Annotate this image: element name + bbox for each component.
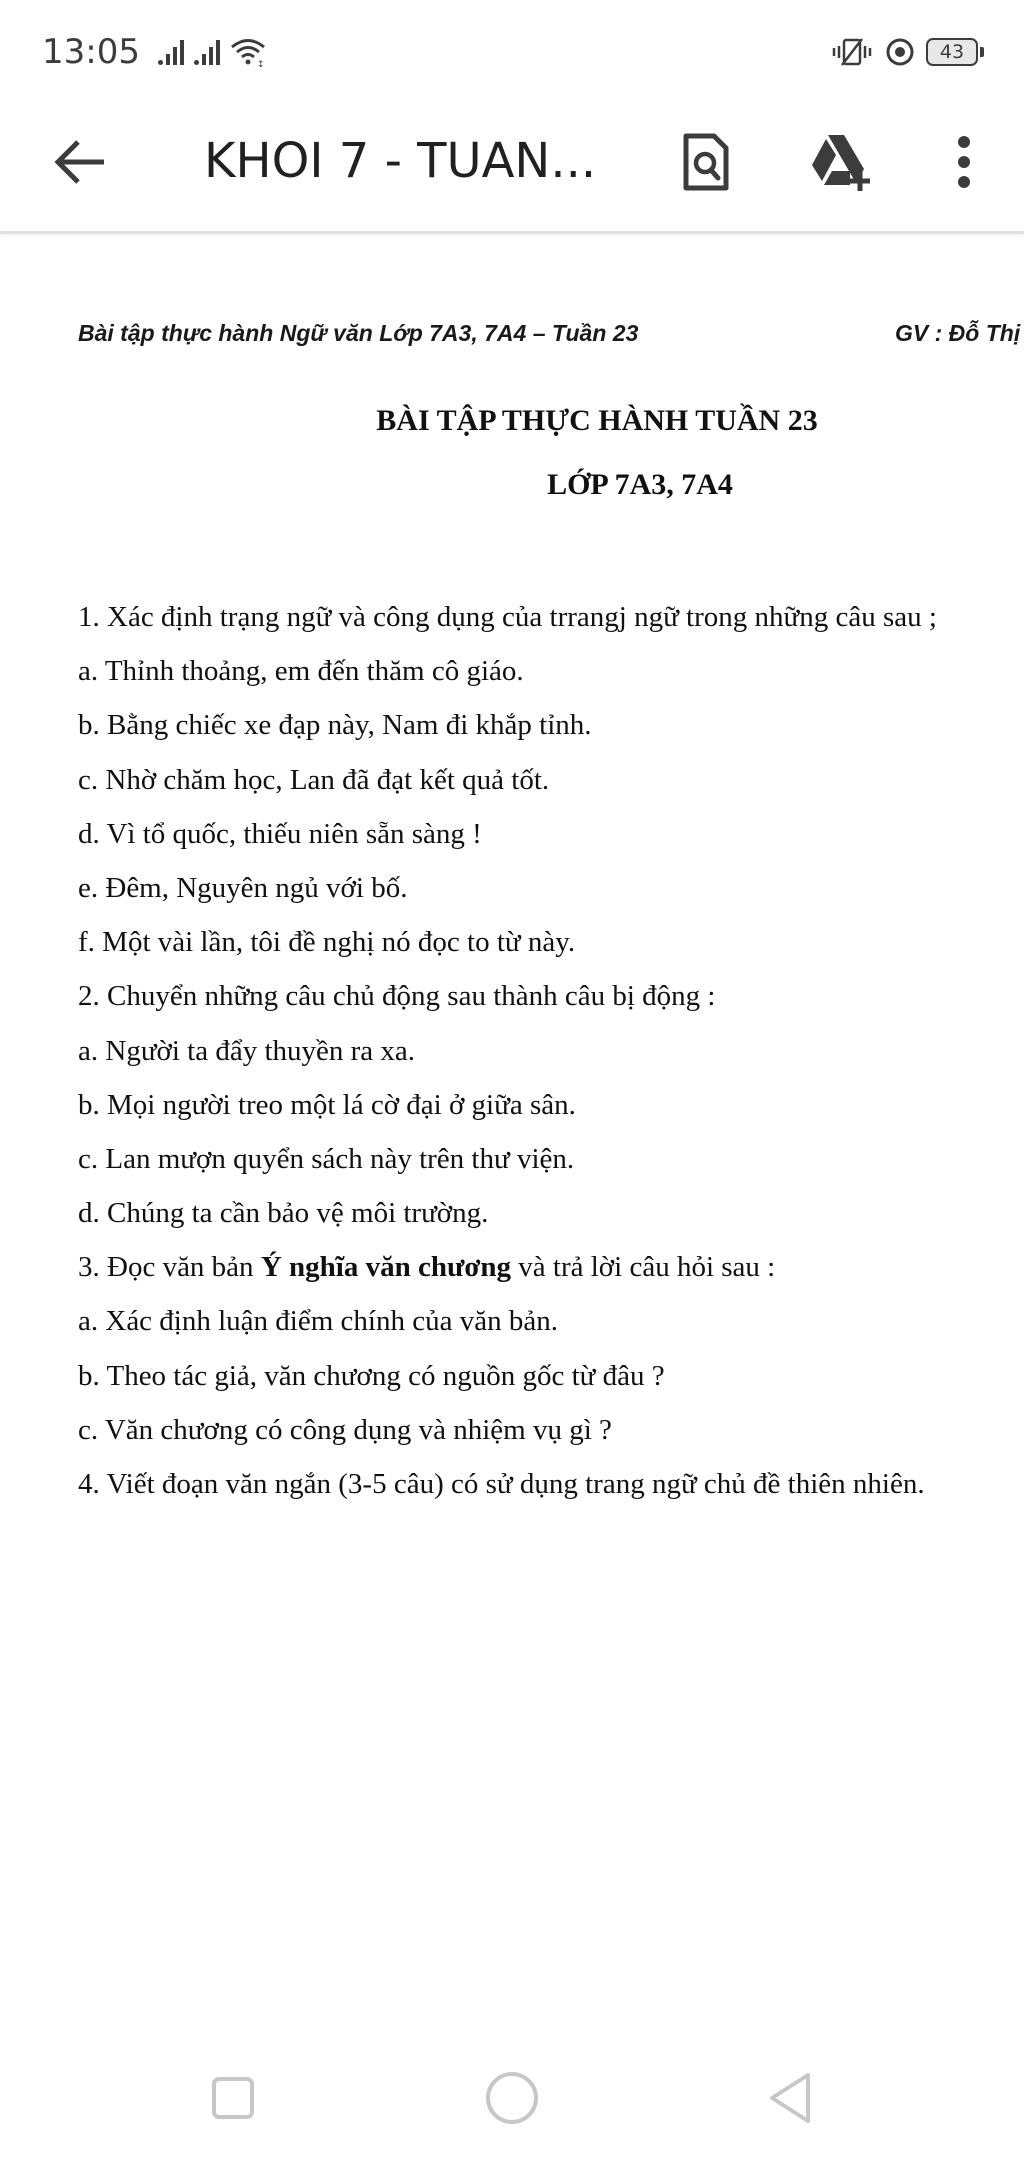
system-nav-bar	[0, 2040, 1024, 2150]
exercise-line: c. Văn chương có công dụng và nhiệm vụ gì ?	[78, 1413, 612, 1446]
add-to-drive-button[interactable]	[804, 126, 876, 198]
exercise-line: c. Nhờ chăm học, Lan đã đạt kết quả tốt.	[78, 763, 550, 796]
status-time: 13:05	[42, 32, 140, 72]
vibrate-icon	[830, 37, 874, 67]
more-options-button[interactable]	[928, 126, 1000, 198]
more-vert-icon	[956, 134, 972, 190]
exercise-line: a. Xác định luận điểm chính của văn bản.	[78, 1305, 558, 1338]
data-saver-icon	[884, 36, 916, 68]
exercise-line: f. Một vài lần, tôi đề nghị nó đọc to từ này.	[78, 926, 576, 959]
recents-square-icon	[211, 2076, 255, 2120]
exercise-line: 2. Chuyển những câu chủ động sau thành câu bị động :	[78, 980, 716, 1013]
exercise-line: a. Thỉnh thoảng, em đến thăm cô giáo.	[78, 655, 524, 688]
battery-icon	[926, 38, 984, 66]
add-to-drive-icon	[808, 133, 872, 191]
exercise-line: b. Theo tác giả, văn chương có nguồn gốc từ đâu ?	[78, 1359, 665, 1392]
battery-level: 43	[926, 38, 978, 66]
document-title: KHOI 7 - TUAN...	[204, 133, 597, 189]
header-right-text: GV : Đỗ Thị	[895, 320, 1021, 346]
app-bar	[0, 104, 1024, 234]
exercise-line-3	[78, 1240, 1018, 1294]
wifi-icon	[230, 37, 266, 67]
exercise-line: d. Vì tổ quốc, thiếu niên sẵn sàng !	[78, 817, 482, 850]
signal-icon	[158, 39, 184, 65]
exercise-line: b. Bằng chiếc xe đạp này, Nam đi khắp tỉnh.	[78, 709, 592, 742]
exercise-line: a. Người ta đẩy thuyền ra xa.	[78, 1034, 416, 1067]
back-button[interactable]	[48, 130, 112, 194]
header-left-text: Bài tập thực hành Ngữ văn Lớp 7A3, 7A4 – Tuần 23	[78, 320, 639, 346]
document-title-line1: BÀI TẬP THỰC HÀNH TUẦN 23	[376, 404, 818, 437]
system-back-button[interactable]	[750, 2058, 830, 2138]
exercise-line: 1. Xác định trạng ngữ và công dụng của trrangj ngữ trong những câu sau ;	[78, 601, 937, 633]
search-document-icon	[682, 132, 730, 192]
document-running-header	[78, 320, 1024, 347]
status-bar	[0, 0, 1024, 104]
exercise-line: c. Lan mượn quyển sách này trên thư viện.	[78, 1142, 575, 1175]
home-circle-icon	[484, 2070, 540, 2126]
document-page[interactable]	[0, 236, 1024, 1996]
status-left	[42, 32, 266, 72]
line3-bold-title: Ý nghĩa văn chương	[260, 1251, 512, 1284]
line3-suffix: và trả lời câu hỏi sau :	[511, 1251, 776, 1284]
battery-tip	[980, 47, 984, 57]
exercise-line: b. Mọi người treo một lá cờ đại ở giữa sân.	[78, 1088, 576, 1121]
back-arrow-icon	[54, 139, 106, 185]
exercise-line: d. Chúng ta cần bảo vệ môi trường.	[78, 1197, 489, 1230]
exercise-line: e. Đêm, Nguyên ngủ với bố.	[78, 871, 408, 904]
search-in-document-button[interactable]	[670, 126, 742, 198]
exercise-line: 4. Viết đoạn văn ngắn (3-5 câu) có sử dụng trang ngữ chủ đề thiên nhiên.	[78, 1468, 925, 1500]
back-triangle-icon	[766, 2070, 814, 2126]
status-right	[830, 36, 984, 68]
recents-button[interactable]	[193, 2058, 273, 2138]
document-title-line2: LỚP 7A3, 7A4	[547, 468, 733, 501]
signal-icon	[194, 39, 220, 65]
home-button[interactable]	[472, 2058, 552, 2138]
line3-prefix: 3. Đọc văn bản	[78, 1251, 261, 1284]
svg-text:↕: ↕	[256, 60, 265, 67]
exercise-list	[78, 590, 1018, 1511]
